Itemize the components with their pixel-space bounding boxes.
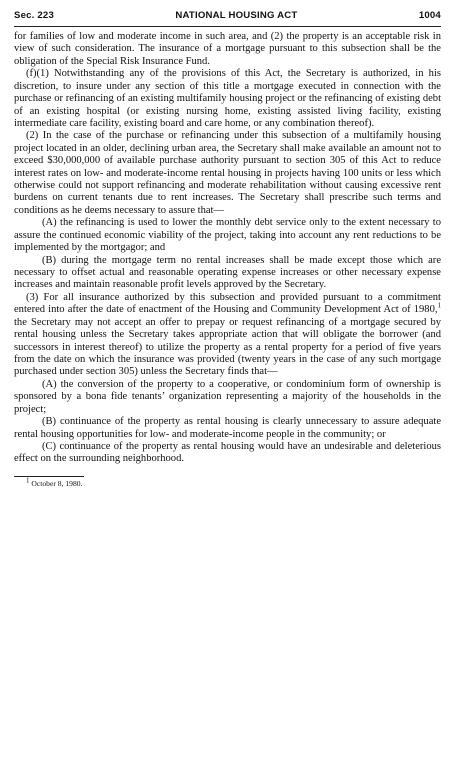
page-number: 1004 (418, 10, 441, 21)
paragraph-f2-b: (B) during the mortgage term no rental increases shall be made except those which are necessary to offset actual and reasonable operating expense increases or other necessary expense increases and maintain reasonable profit levels approved by the Secretary. (14, 254, 441, 291)
paragraph-f3-b: (B) continuance of the property as rental housing is clearly unnecessary to assure adequate rental housing opportunities for low- and moderate-income people in the community; or (14, 416, 441, 440)
footnote-reference: 1 (437, 301, 441, 310)
paragraph-continuation: for families of low and moderate income in such area, and (2) the property is an acceptable risk in view of such consideration. The insurance of a mortgage pursuant to this subsection shall be the obligation of the Special Risk Insurance Fund. (14, 31, 441, 67)
paragraph-f1: (f)(1) Notwithstanding any of the provisions of this Act, the Secretary is authorized, in his discretion, to insure under any section of this title a mortgage executed in connection with the purchase or refinancing of an existing multifamily housing project or the refinancing of existing debt of an existing hospital (or existing nursing home, existing assisted living facility, existing intermediate care facility, existing board and care home, or any combination thereof). (14, 68, 441, 129)
paragraph-f3-rest: the Secretary may not accept an offer to prepay or request refinancing of a mortgage secured by rental housing unless the Secretary takes appropriate action that will obligate the borrower (and successors in interest thereof) to utilize the property as a rental property for a period of five years from the date on which the insurance was provided (twenty years in the case of any such mortgage purchased under section 305) unless the Secretary finds that— (14, 316, 441, 378)
paragraph-f3-lead: (3) For all insurance authorized by this subsection and provided pursuant to a commitment entered into after the date of enactment of the Housing and Community Development Act of 1980, (14, 291, 441, 316)
paragraph-f3 (14, 292, 441, 379)
act-title: NATIONAL HOUSING ACT (175, 10, 298, 21)
footnote-divider (14, 476, 84, 477)
section-label: Sec. 223 (14, 10, 55, 21)
paragraph-f3-c: (C) continuance of the property as rental housing would have an undesirable and deleterious effect on the surrounding neighborhood. (14, 440, 441, 465)
running-header (14, 10, 441, 27)
footnote (14, 476, 441, 488)
footnote-text: October 8, 1980. (31, 478, 83, 488)
body-text (14, 31, 441, 466)
paragraph-f2: (2) In the case of the purchase or refinancing under this subsection of a multifamily housing project located in an older, declining urban area, the Secretary shall make available an amount not to exceed $30,000,000 of available purchase authority pursuant to section 305 of this Act to reduce interest rates on low- and moderate-income rental housing in projects having 100 units or less which otherwise could not support refinancing and moderate rehabilitation without causing excessive rent burdens on current tenants due to rent increases. The Secretary shall prescribe such terms and conditions as he deems necessary to assure that— (14, 130, 441, 216)
paragraph-f2-a: (A) the refinancing is used to lower the monthly debt service only to the extent necessary to assure the continued economic viability of the project, taking into account any rent reductions to be implemented by the mortgagor; and (14, 217, 441, 254)
paragraph-f3-a: (A) the conversion of the property to a cooperative, or condominium form of ownership is sponsored by a bona fide tenants’ organization representing a majority of the households in the project; (14, 378, 441, 415)
footnote-marker: 1 (26, 476, 30, 485)
